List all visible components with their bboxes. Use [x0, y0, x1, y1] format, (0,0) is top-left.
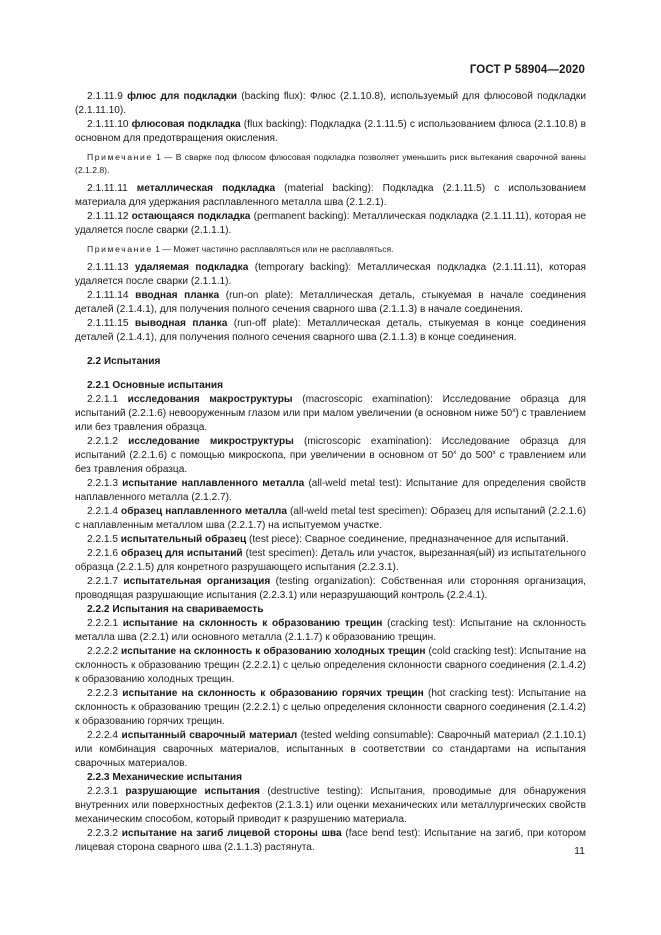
term-name: удаляемая подкладка — [134, 262, 249, 273]
term-name: остающаяся подкладка — [131, 211, 251, 222]
term-entry: 2.2.1.1 исследования макроструктуры (macroscopic examination): Исследование образца для испытаний (2.2.1.6) невооруженным глазом или при малом увеличении (в основном ниже $50^х$) с травлением или без травления образца. — [75, 394, 586, 433]
note-label: Примечание — [87, 152, 153, 162]
term-entry: 2.1.11.11 металлическая подкладка (material backing): Подкладка (2.1.11.5) с использованием материала для удержания расплавленного металла шва (2.1.2.1). — [75, 183, 586, 208]
term-entry: 2.1.11.10 флюсовая подкладка (flux backing): Подкладка (2.1.11.5) с использованием флюса (2.1.10.8) в основном для предотвращения окисления. — [75, 119, 586, 144]
term-entry: 2.2.1.6 образец для испытаний (test specimen): Деталь или участок, вырезанная(ый) из испытательного образца (2.2.1.5) для конретного разрушающего испытания (2.2.3.1). — [75, 548, 586, 573]
term-entry: 2.2.1.2 исследование микроструктуры (microscopic examination): Исследование образца для испытаний (2.2.1.6) с помощью микроскопа, при увеличении в основном от $50^х$ до $500^х$ с травлением или без травления образца. — [75, 436, 587, 475]
document-body — [75, 90, 586, 855]
subsection-heading: 2.2.2 Испытания на свариваемость — [87, 604, 264, 615]
term-name: образец наплавленного металла — [121, 506, 287, 517]
term-entry: 2.1.11.14 вводная планка (run-on plate): Металлическая деталь, стыкуемая в начале соединения деталей (2.1.4.1), для получения полного сечения сварного шва (2.1.1.3) в начале соединения. — [75, 290, 586, 315]
page-number: 11 — [574, 845, 585, 857]
subsection-heading: 2.2.1 Основные испытания — [87, 380, 224, 391]
term-entry: 2.2.1.3 испытание наплавленного металла (all-weld metal test): Испытание для определения свойств наплавленного металла (2.1.2.7). — [75, 478, 586, 503]
term-name: испытание на склонность к образованию горячих трещин — [122, 688, 424, 699]
term-name: флюс для подкладки — [127, 91, 238, 102]
term-entry: 2.2.3.1 разрушающие испытания (destructive testing): Испытания, проводимые для обнаружения внутренних или поверхностных дефектов (2.1.3.1) или оценки механических или металлургических свойств механическим способом, который приводит к разрушению материала. — [75, 786, 586, 825]
term-name: испытательная организация — [123, 576, 271, 587]
term-name: испытание на склонность к образованию трещин — [122, 618, 383, 629]
term-name: металлическая подкладка — [136, 183, 276, 194]
term-name: испытание на склонность к образованию холодных трещин — [120, 646, 426, 657]
term-entry: 2.2.3.2 испытание на загиб лицевой стороны шва (face bend test): Испытание на загиб, при котором лицевая сторона сварного шва (2.1.1.3) растянута. — [75, 828, 586, 853]
term-name: образец для испытаний — [120, 548, 243, 559]
term-name: испытательный образец — [120, 534, 247, 545]
note-label: Примечание — [87, 244, 153, 254]
term-name: исследование микроструктуры — [128, 436, 294, 447]
note: Примечание 1 — Может частично расплавляться или не расплавляться. — [87, 244, 394, 254]
term-name: испытанный сварочный материал — [121, 730, 298, 741]
term-entry: 2.2.1.4 образец наплавленного металла (all-weld metal test specimen): Образец для испытаний (2.2.1.6) с наплавленным металлом шва (2.2.1.7) на испытуемом участке. — [75, 506, 586, 531]
term-name: флюсовая подкладка — [131, 119, 241, 130]
term-entry: 2.1.11.12 остающаяся подкладка (permanent backing): Металлическая подкладка (2.1.11.11), которая не удаляется после сварки (2.1.1.1). — [75, 211, 586, 236]
term-entry: 2.2.1.7 испытательная организация (testing organization): Собственная или сторонняя организация, проводящая разрушающие испытания (2.2.3.1) или неразрушающий контроль (2.2.4.1). — [75, 576, 586, 601]
subsection-heading: 2.2.3 Механические испытания — [87, 772, 243, 783]
term-name: выводная планка — [134, 318, 228, 329]
term-name: испытание на загиб лицевой стороны шва — [121, 828, 342, 839]
term-entry: 2.2.2.4 испытанный сварочный материал (tested welding consumable): Сварочный материал (2.1.10.1) или комбинация сварочных материалов, испытанных в соответствии со стандартами на испытания сварочных материалов. — [75, 730, 586, 769]
term-name: вводная планка — [135, 290, 220, 301]
term-entry: 2.1.11.13 удаляемая подкладка (temporary backing): Металлическая подкладка (2.1.11.11), которая удаляется после сварки (2.1.1.1). — [75, 262, 586, 287]
term-entry: 2.2.2.2 испытание на склонность к образованию холодных трещин (cold cracking test): Испытание на склонность к образованию трещин (2.2.2.1) с целью определения склонности сварного соединения (2.1.4.2) к образованию холодных трещин. — [75, 646, 586, 685]
term-name: разрушающие испытания — [125, 786, 260, 797]
term-entry: 2.2.1.5 испытательный образец (test piece): Сварное соединение, предназначенное для испытаний. — [87, 534, 569, 545]
section-heading: 2.2 Испытания — [87, 356, 161, 367]
document-code: ГОСТ Р 58904—2020 — [469, 64, 585, 76]
term-entry: 2.1.11.9 флюс для подкладки (backing flux): Флюс (2.1.10.8), используемый для флюсовой подкладки (2.1.11.10). — [75, 91, 586, 116]
term-entry: 2.2.2.3 испытание на склонность к образованию горячих трещин (hot cracking test): Испытание на склонность к образованию трещин (2.2.2.1) с целью определения склонности сварного соединения (2.1.4.2) к образованию горячих трещин. — [75, 688, 586, 727]
term-entry: 2.1.11.15 выводная планка (run-off plate): Металлическая деталь, стыкуемая в конце соединения деталей (2.1.4.1), для получения полного сечения сварного шва (2.1.1.3) в конце соединения. — [75, 318, 586, 343]
term-name: испытание наплавленного металла — [122, 478, 305, 489]
note: Примечание 1 — В сварке под флюсом флюсовая подкладка позволяет уменьшить риск вытекания сварочной ванны (2.1.2.8). — [75, 152, 586, 175]
term-entry: 2.2.2.1 испытание на склонность к образованию трещин (cracking test): Испытание на склонность металла шва (2.2.1) или основного металла (2.1.1.7) к образованию трещин. — [75, 618, 587, 643]
term-name: исследования макроструктуры — [127, 394, 293, 405]
